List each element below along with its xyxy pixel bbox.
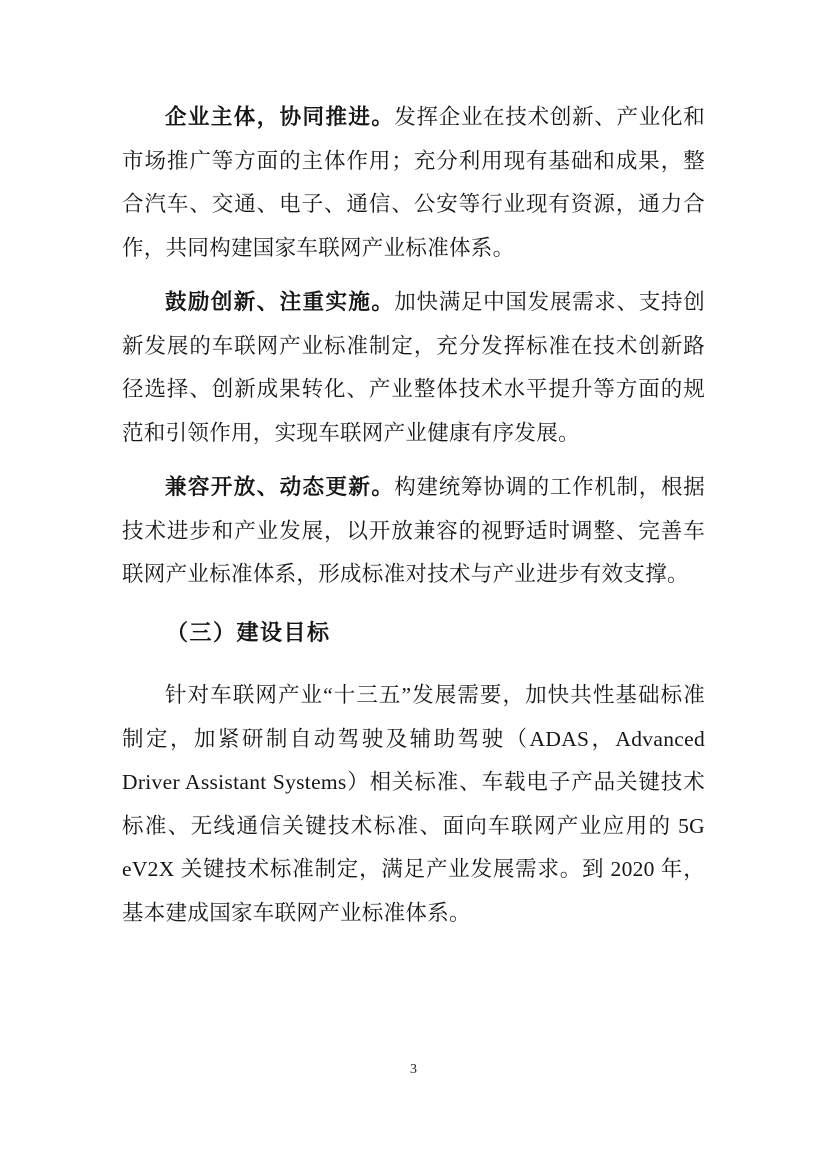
paragraph-body: 发挥企业在技术创新、产业化和市场推广等方面的主体作用；充分利用现有基础和成果，整合汽车、交通、电子、通信、公安等行业现有资源，通力合作，共同构建国家车联网产业标准体系。 bbox=[122, 105, 705, 260]
goal-paragraph: 针对车联网产业“十三五”发展需要，加快共性基础标准制定，加紧研制自动驾驶及辅助驾驶（ADAS，Advanced Driver Assistant Systems）相关标准、车载电子产品关键技术标准、无线通信关键技术标准、面向车联网产业应用的 5G eV2X 关键技术标准制定，满足产业发展需求。到 2020 年，基本建成国家车联网产业标准体系。 bbox=[122, 683, 705, 925]
section-heading: （三）建设目标 bbox=[166, 619, 331, 645]
paragraph-lead: 兼容开放、动态更新。 bbox=[165, 475, 395, 499]
paragraph-lead: 鼓励创新、注重实施。 bbox=[165, 290, 395, 314]
paragraph-lead: 企业主体，协同推进。 bbox=[165, 105, 395, 129]
principle-paragraph bbox=[122, 466, 705, 597]
paragraph-body: 加快满足中国发展需求、支持创新发展的车联网产业标准制定，充分发挥标准在技术创新路径选择、创新成果转化、产业整体技术水平提升等方面的规范和引领作用，实现车联网产业健康有序发展。 bbox=[122, 290, 705, 445]
page-number: 3 bbox=[410, 1062, 417, 1077]
principle-paragraph bbox=[122, 281, 705, 455]
paragraph-body: 构建统筹协调的工作机制，根据技术进步和产业发展，以开放兼容的视野适时调整、完善车联网产业标准体系，形成标准对技术与产业进步有效支撑。 bbox=[122, 475, 705, 586]
principle-paragraph bbox=[122, 96, 705, 270]
